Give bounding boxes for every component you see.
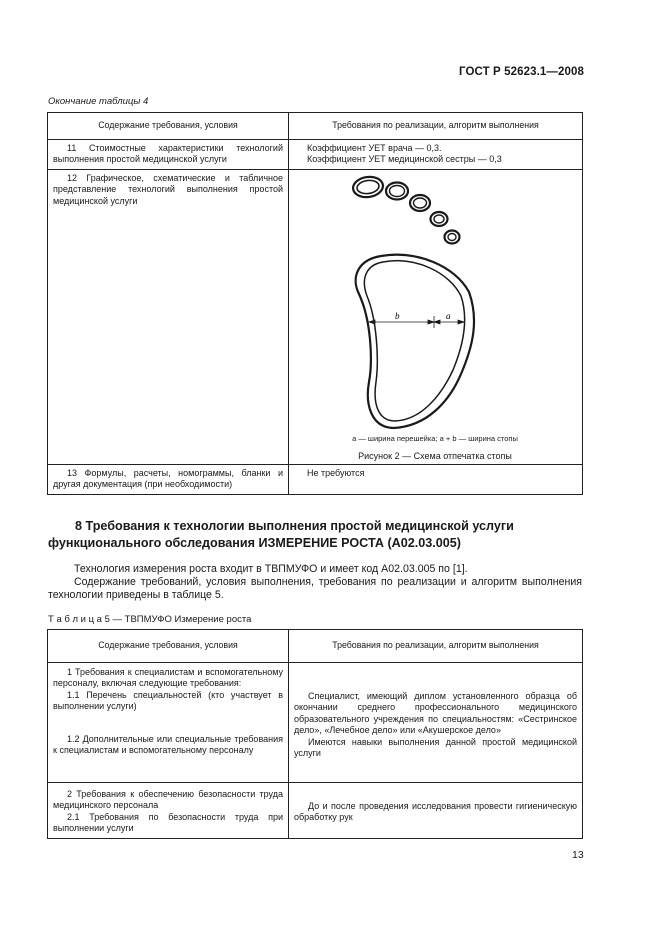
label-a: a [446, 310, 451, 321]
table5-row1-left [48, 663, 289, 783]
standard-header: ГОСТ Р 52623.1—2008 [459, 66, 584, 78]
sole-outline [356, 255, 474, 428]
figure-caption: Рисунок 2 — Схема отпечатка стопы [358, 450, 512, 461]
fourth-toe [431, 212, 448, 226]
table4-row11-left: 11 Стоимостные характеристики технологий выполнения простой медицинской услуги [48, 140, 289, 170]
table5-row2-left [48, 783, 289, 839]
table4-header-col2: Требования по реализации, алгоритм выполнения [289, 113, 583, 140]
req-safety: 2 Требования к обеспечению безопасности труда медицинского персонала [53, 789, 283, 811]
table4-row11-right [289, 140, 583, 170]
table5-header-col1: Содержание требования, условия [48, 630, 289, 663]
label-b: b [395, 310, 400, 321]
table5-row2-right [289, 783, 583, 839]
req-specialties: 1.1 Перечень специальностей (кто участвует в выполнении услуги) [53, 689, 283, 712]
uet-nurse: Коэффициент УЕТ медицинской сестры — 0,3 [307, 154, 502, 165]
section8-title [48, 518, 582, 552]
table4-row12-left: 12 Графическое, схематические и табличное представление технологий выполнения простой медицинской услуги [48, 169, 289, 464]
section8-title-line1: 8 Требования к технологии выполнения простой медицинской услуги [75, 519, 514, 533]
foot-print-figure [289, 170, 581, 430]
table4 [47, 112, 583, 495]
req-safety-during: 2.1 Требования по безопасности труда при выполнении услуги [53, 811, 283, 834]
figure-legend: a — ширина перешейка; a + b — ширина стопы [352, 433, 518, 443]
table4-row12-figure-cell [289, 169, 583, 464]
little-toe [445, 230, 460, 243]
table4-row13-left: 13 Формулы, расчеты, номограммы, бланки и другая документация (при необходимости) [48, 464, 289, 494]
uet-doctor: Коэффициент УЕТ врача — 0,3. [307, 143, 442, 153]
page-number: 13 [572, 849, 584, 861]
section8-title-line2: функционального обследования ИЗМЕРЕНИЕ РОСТА (А02.03.005) [48, 536, 461, 550]
table4-header-col1: Содержание требования, условия [48, 113, 289, 140]
specialist-requirement: Специалист, имеющий диплом установленного образца об окончании среднего профессионального медицинского образовательного учреждения по специальностям: «Сестринское дело», «Лечебное дело» или «Акушерское дело» [294, 691, 577, 736]
req-additional: 1.2 Дополнительные или специальные требования к специалистам и вспомогательному персоналу [53, 733, 283, 756]
hygiene-requirement: До и после проведения исследования провести гигиеническую обработку рук [294, 801, 577, 823]
skills-requirement: Имеются навыки выполнения данной простой медицинской услуги [294, 736, 577, 759]
table5-row1-right [289, 663, 583, 783]
table5-caption: Т а б л и ц а 5 — ТВПМУФО Измерение роста [48, 614, 252, 625]
table5 [47, 629, 583, 839]
section8-para2: Содержание требований, условия выполнения, требования по реализации и алгоритм выполнения технологии приведены в таблице 5. [48, 576, 582, 601]
section8-para1: Технология измерения роста входит в ТВПМУФО и имеет код А02.03.005 по [1]. [74, 563, 468, 575]
sole-inner-outline [364, 261, 464, 421]
req-staff: 1 Требования к специалистам и вспомогательному персоналу, включая следующие требования: [53, 667, 283, 689]
table5-header-col2: Требования по реализации, алгоритм выполнения [289, 630, 583, 663]
table4-row13-right: Не требуются [289, 464, 583, 494]
table4-caption: Окончание таблицы 4 [48, 96, 149, 107]
